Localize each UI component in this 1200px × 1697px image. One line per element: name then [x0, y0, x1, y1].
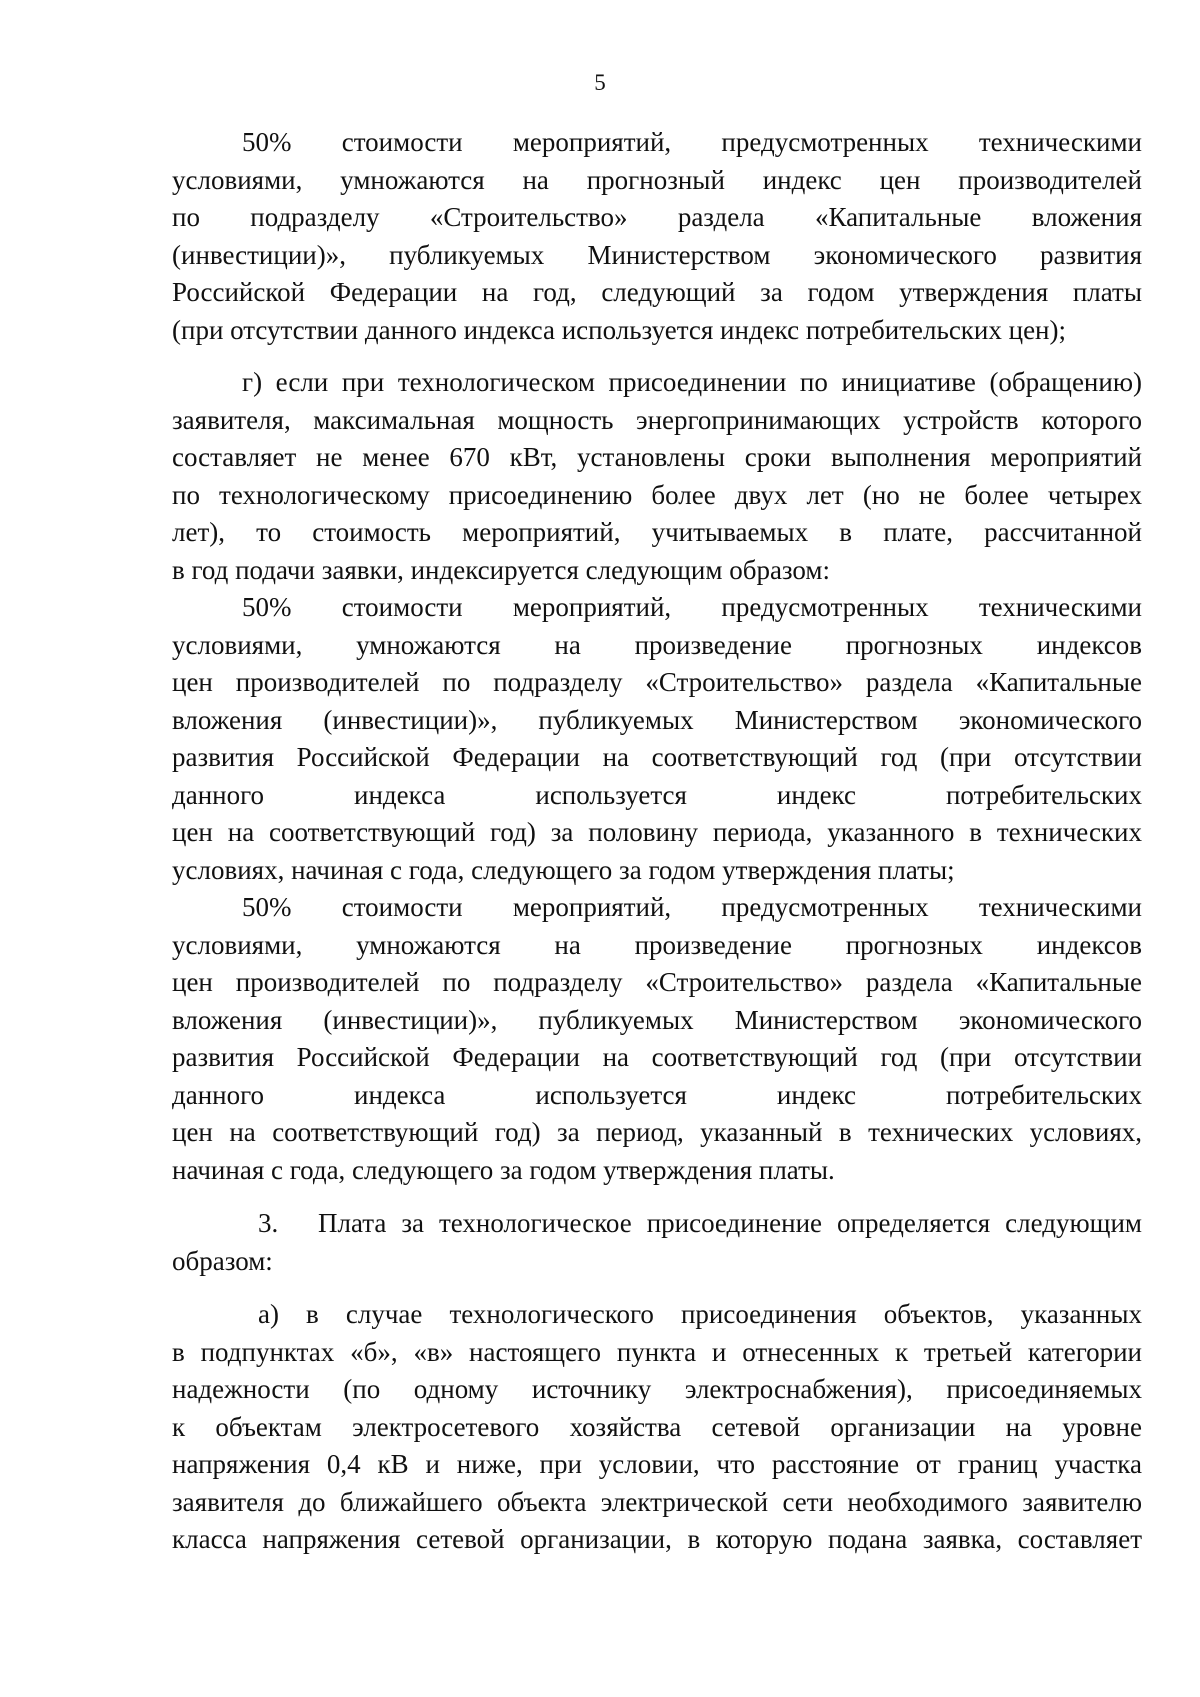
text-line: 50% стоимости мероприятий, предусмотренных техническими	[242, 892, 1142, 922]
text-line: по технологическому присоединению более двух лет (но не более четырех	[172, 479, 1142, 510]
text-line: данного индекса используется индекс потребительских	[172, 1079, 1142, 1110]
text-line: развития Российской Федерации на соответствующий год (при отсутствии	[172, 1042, 1142, 1072]
text-line: в год подачи заявки, индексируется следующим образом:	[172, 554, 831, 585]
text-line: напряжения 0,4 кВ и ниже, при условии, что расстояние от границ участка	[172, 1449, 1142, 1479]
text-line: по подразделу «Строительство» раздела «Капитальные вложения	[172, 202, 1142, 232]
paragraph-section-3	[172, 1205, 1142, 1280]
text-line: г) если при технологическом присоединении по инициативе (обращению)	[242, 367, 1142, 397]
text-line: (инвестиции)», публикуемых Министерством экономического развития	[172, 239, 1142, 270]
text-line: Российской Федерации на год, следующий за годом утверждения платы	[172, 277, 1142, 307]
text-line: цен на соответствующий год) за период, указанный в технических условиях,	[172, 1117, 1142, 1147]
text-line: в подпунктах «б», «в» настоящего пункта и отнесенных к третьей категории	[172, 1336, 1142, 1367]
text-line: вложения (инвестиции)», публикуемых Министерством экономического	[172, 1004, 1142, 1035]
section-heading-text: Плата за технологическое присоединение определяется следующим	[318, 1208, 1142, 1238]
text-line: заявителя, максимальная мощность энергопринимающих устройств которого	[172, 404, 1142, 435]
paragraph-cost-index-half-period	[172, 589, 1142, 889]
text-line: начиная с года, следующего за годом утверждения платы.	[172, 1154, 835, 1185]
text-line: вложения (инвестиции)», публикуемых Министерством экономического	[172, 704, 1142, 735]
text-line: образом:	[172, 1245, 273, 1276]
text-line: цен производителей по подразделу «Строительство» раздела «Капитальные	[172, 667, 1142, 697]
text-line: 50% стоимости мероприятий, предусмотренных техническими	[242, 592, 1142, 622]
paragraph-gap	[172, 1280, 1142, 1296]
paragraph-cost-index-1	[172, 124, 1142, 349]
text-line: условиями, умножаются на прогнозный индекс цен производителей	[172, 164, 1142, 195]
text-line: надежности (по одному источнику электроснабжения), присоединяемых	[172, 1374, 1142, 1404]
text-line: 50% стоимости мероприятий, предусмотренных техническими	[242, 127, 1142, 157]
text-line: условиях, начиная с года, следующего за годом утверждения платы;	[172, 854, 955, 885]
text-line	[172, 1205, 1142, 1243]
text-line: а) в случае технологического присоединения объектов, указанных	[258, 1299, 1142, 1329]
text-line: развития Российской Федерации на соответствующий год (при отсутствии	[172, 742, 1142, 772]
text-line: класса напряжения сетевой организации, в которую подана заявка, составляет	[172, 1524, 1142, 1554]
paragraph-cost-index-full-period	[172, 889, 1142, 1189]
text-line: (при отсутствии данного индекса используется индекс потребительских цен);	[172, 314, 1066, 345]
page-number: 5	[594, 70, 606, 95]
text-line: цен производителей по подразделу «Строительство» раздела «Капитальные	[172, 967, 1142, 997]
paragraph-item-a	[172, 1296, 1142, 1559]
text-line: условиями, умножаются на произведение прогнозных индексов	[172, 629, 1142, 660]
text-line: лет), то стоимость мероприятий, учитываемых в плате, рассчитанной	[172, 517, 1142, 547]
text-line: заявителя до ближайшего объекта электрической сети необходимого заявителю	[172, 1486, 1142, 1517]
text-line: данного индекса используется индекс потребительских	[172, 779, 1142, 810]
document-body	[172, 124, 1142, 1559]
paragraph-gap	[172, 349, 1142, 364]
section-number: 3.	[258, 1208, 279, 1238]
text-line: составляет не менее 670 кВт, установлены сроки выполнения мероприятий	[172, 442, 1142, 472]
paragraph-item-g	[172, 364, 1142, 589]
paragraph-gap	[172, 1189, 1142, 1205]
text-line: к объектам электросетевого хозяйства сетевой организации на уровне	[172, 1411, 1142, 1442]
text-line: условиями, умножаются на произведение прогнозных индексов	[172, 929, 1142, 960]
text-line: цен на соответствующий год) за половину периода, указанного в технических	[172, 817, 1142, 847]
